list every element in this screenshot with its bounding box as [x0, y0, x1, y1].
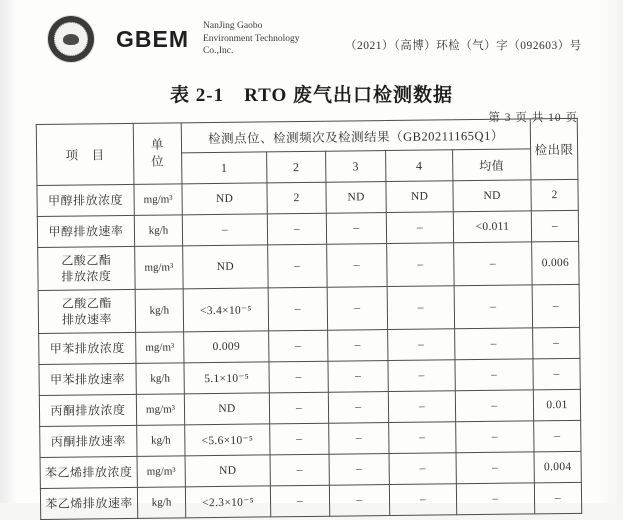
value-point-1: ND: [183, 245, 268, 289]
company-seal-emblem: [63, 34, 79, 45]
col-header-point-1: 1: [182, 152, 267, 184]
value-point-3: –: [328, 361, 388, 393]
value-point-3: –: [329, 454, 389, 486]
row-unit: kg/h: [137, 425, 185, 457]
value-mean: –: [455, 328, 533, 360]
value-detection-limit: 0.01: [533, 389, 580, 421]
value-point-1: <3.4×10⁻⁵: [183, 288, 268, 332]
value-mean: –: [456, 483, 534, 515]
value-detection-limit: –: [532, 284, 579, 328]
value-detection-limit: 2: [531, 179, 578, 211]
detection-data-table: [36, 118, 582, 520]
letterhead: [48, 16, 300, 62]
value-point-3: –: [329, 485, 389, 517]
value-mean: <0.011: [453, 211, 531, 243]
col-header-unit: 单 位: [133, 123, 182, 185]
value-mean: –: [455, 359, 533, 391]
col-header-point-4: 4: [386, 150, 453, 182]
value-detection-limit: –: [534, 420, 581, 452]
value-point-4: –: [386, 212, 453, 244]
value-mean: –: [455, 390, 533, 422]
value-point-2: –: [270, 454, 329, 486]
value-point-4: –: [387, 243, 454, 287]
value-point-2: –: [269, 361, 328, 393]
value-point-2: –: [268, 244, 327, 288]
row-unit: mg/m³: [137, 456, 185, 488]
value-point-1: –: [182, 214, 267, 246]
value-point-2: –: [270, 423, 329, 455]
value-point-2: –: [269, 330, 328, 362]
row-item-label: 丙酮排放浓度: [39, 394, 136, 426]
value-point-3: –: [327, 287, 387, 331]
value-point-4: ND: [386, 181, 453, 213]
value-point-1: ND: [184, 393, 269, 425]
logo-text: GBEM: [116, 25, 189, 52]
value-point-3: –: [328, 392, 388, 424]
value-mean: –: [454, 242, 532, 286]
row-unit: mg/m³: [136, 394, 184, 426]
col-header-mean: 均值: [453, 149, 531, 181]
value-point-2: –: [268, 287, 327, 331]
value-point-4: –: [389, 422, 456, 454]
value-mean: –: [456, 421, 534, 453]
table-row: [40, 482, 581, 519]
row-unit: kg/h: [134, 215, 182, 247]
page-title: 表 2-1 RTO 废气出口检测数据: [170, 85, 453, 106]
row-unit: kg/h: [137, 487, 185, 519]
company-seal-icon: [48, 16, 94, 62]
row-item-label: 乙酸乙酯 排放速率: [38, 289, 135, 333]
value-point-1: 5.1×10⁻⁵: [184, 362, 269, 394]
value-point-3: –: [326, 213, 386, 245]
company-name-line2: Environment Technology: [203, 33, 300, 44]
value-point-2: –: [267, 213, 326, 245]
value-point-3: –: [329, 423, 389, 455]
value-point-1: <5.6×10⁻⁵: [185, 424, 270, 456]
table-row: [38, 284, 579, 333]
value-point-4: –: [388, 360, 455, 392]
row-item-label: 乙酸乙酯 排放浓度: [38, 246, 135, 290]
value-detection-limit: –: [531, 210, 578, 242]
value-mean: –: [456, 452, 534, 484]
document-number: （2021）（高博）环检（气）字（092603）号: [345, 40, 582, 52]
table-body: [37, 179, 582, 519]
value-detection-limit: 0.004: [534, 451, 581, 483]
value-point-2: 2: [267, 182, 326, 214]
value-point-2: –: [270, 485, 329, 517]
value-point-4: –: [387, 286, 454, 330]
col-header-point-2: 2: [267, 151, 326, 183]
value-point-4: –: [389, 484, 456, 516]
value-point-2: –: [269, 392, 328, 424]
value-point-4: –: [389, 453, 456, 485]
value-detection-limit: –: [534, 482, 581, 514]
value-point-1: ND: [185, 455, 270, 487]
row-item-label: 甲醇排放速率: [37, 215, 134, 247]
row-item-label: 甲醇排放浓度: [37, 184, 134, 216]
table-row: [38, 241, 579, 290]
data-table-container: [36, 118, 581, 520]
value-detection-limit: –: [533, 327, 580, 359]
company-name-line3: Co.,Inc.: [203, 46, 234, 57]
value-detection-limit: 0.006: [532, 241, 579, 285]
value-mean: –: [454, 285, 532, 329]
value-detection-limit: –: [533, 358, 580, 390]
value-point-1: 0.009: [184, 331, 269, 363]
value-point-4: –: [388, 391, 455, 423]
col-header-span: 检测点位、检测频次及检测结果（GB20211165Q1）: [181, 119, 530, 153]
value-point-3: –: [328, 330, 388, 362]
company-name-line1: NanJing Gaobo: [203, 21, 263, 32]
row-item-label: 甲苯排放速率: [39, 363, 136, 395]
page-number-info: 第 3 页 共 10 页: [488, 112, 578, 124]
company-seal-inner: [54, 22, 88, 56]
row-item-label: 甲苯排放浓度: [39, 332, 136, 364]
col-header-point-3: 3: [326, 151, 386, 183]
value-mean: ND: [453, 180, 531, 212]
value-point-1: <2.3×10⁻⁵: [185, 486, 270, 518]
row-unit: kg/h: [135, 289, 183, 333]
value-point-3: –: [327, 244, 387, 288]
value-point-3: ND: [326, 182, 386, 214]
value-point-4: –: [388, 329, 455, 361]
col-header-item: 项 目: [36, 123, 134, 185]
row-unit: mg/m³: [135, 246, 183, 290]
row-unit: mg/m³: [136, 332, 184, 364]
col-header-limit: 检出限: [530, 118, 578, 180]
row-unit: kg/h: [136, 363, 184, 395]
row-item-label: 苯乙烯排放速率: [40, 487, 137, 519]
row-item-label: 丙酮排放速率: [40, 425, 137, 457]
row-unit: mg/m³: [134, 184, 182, 216]
row-item-label: 苯乙烯排放浓度: [40, 456, 137, 488]
company-name: [203, 20, 300, 57]
value-point-1: ND: [182, 183, 267, 215]
